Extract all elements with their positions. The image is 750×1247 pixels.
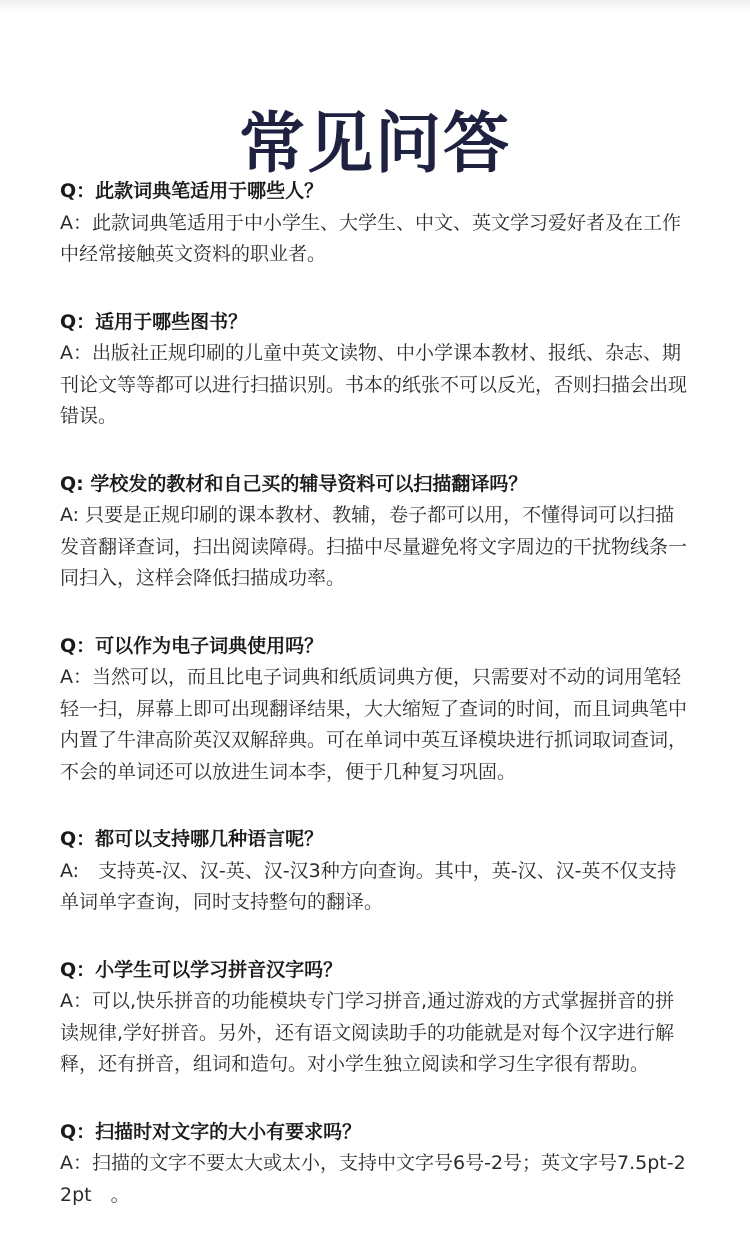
faq-item (60, 631, 690, 789)
top-divider (0, 0, 750, 12)
faq-item (60, 824, 690, 919)
faq-answer: A：扫描的文字不要太大或太小，支持中文字号6号-2号；英文字号7.5pt-22pt 。 (60, 1152, 686, 1206)
faq-question: Q：都可以支持哪几种语言呢？ (60, 828, 324, 850)
faq-question: Q: 学校发的教材和自己买的辅导资料可以扫描翻译吗？ (60, 472, 528, 495)
faq-answer: A：此款词典笔适用于中小学生、大学生、中文、英文学习爱好者及在工作中经常接触英文资料的职业者。 (60, 211, 681, 265)
faq-question: Q：可以作为电子词典使用吗？ (60, 634, 324, 657)
faq-question: Q：扫描时对文字的大小有要求吗？ (60, 1120, 362, 1143)
faq-question: Q：小学生可以学习拼音汉字吗？ (60, 958, 343, 981)
page-title: 常见问答 (239, 105, 511, 183)
faq-item (60, 955, 690, 1081)
faq-item (60, 469, 690, 595)
faq-item (60, 176, 690, 271)
faq-question: Q：适用于哪些图书？ (60, 310, 248, 333)
faq-answer: A：出版社正规印刷的儿童中英文读物、中小学课本教材、报纸、杂志、期刊论文等等都可以进行扫描识别。书本的纸张不可以反光，否则扫描会出现错误。 (60, 342, 688, 427)
faq-answer: A: 支持英-汉、汉-英、汉-汉3种方向查询。其中，英-汉、汉-英不仅支持单词单字查询，同时支持整句的翻译。 (60, 859, 677, 913)
faq-answer: A：当然可以，而且比电子词典和纸质词典方便，只需要对不动的词用笔轻轻一扫，屏幕上即可出现翻译结果，大大缩短了查词的时间，而且词典笔中内置了牛津高阶英汉双解辞典。可在单词中英互译模块进行抓词取词查词，不会的单词还可以放进生词本李，便于几种复习巩固。 (60, 666, 688, 783)
faq-answer: A: 只要是正规印刷的课本教材、教辅，卷子都可以用，不懂得词可以扫描发音翻译查词，扫出阅读障碍。扫描中尽量避免将文字周边的干扰物线条一同扫入，这样会降低扫描成功率。 (60, 504, 688, 589)
faq-item (60, 307, 690, 433)
faq-question: Q：此款词典笔适用于哪些人？ (60, 180, 324, 202)
faq-list (60, 176, 690, 1247)
faq-item (60, 1117, 690, 1212)
faq-answer: A：可以,快乐拼音的功能模块专门学习拼音,通过游戏的方式掌握拼音的拼读规律,学好拼音。另外，还有语文阅读助手的功能就是对每个汉字进行解释，还有拼音，组词和造句。对小学生独立阅读和学习生字很有帮助。 (60, 990, 675, 1075)
